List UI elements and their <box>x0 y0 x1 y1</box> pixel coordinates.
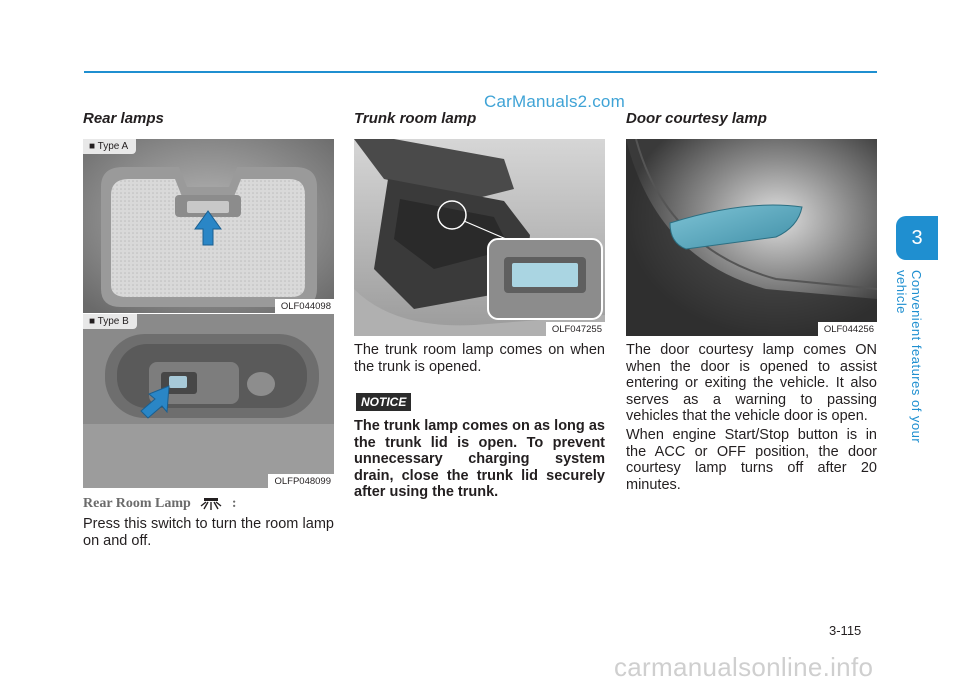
rear-lamps-section <box>83 110 334 127</box>
trunk-lamp-title: Trunk room lamp <box>354 110 477 127</box>
rear-lamp-a-illustration <box>83 139 334 313</box>
header-rule <box>84 71 877 73</box>
rear-lamp-figure-a <box>83 139 334 313</box>
figure-a-label: ■ Type A <box>83 139 136 154</box>
rear-room-lamp-label: Rear Room Lamp <box>83 496 191 511</box>
door-courtesy-title: Door courtesy lamp <box>626 110 767 127</box>
figure-b-label: ■ Type B <box>83 314 137 329</box>
notice-badge: NOTICE <box>356 393 411 411</box>
door-courtesy-section <box>626 110 877 127</box>
door-courtesy-body-2: When engine Start/Stop button is in the ACC or OFF position, the door courtesy lamp turns off after 20 minutes. <box>626 427 877 493</box>
rear-room-lamp-body: Press this switch to turn the room lamp on and off. <box>83 516 334 549</box>
trunk-figure-code: OLF047255 <box>546 322 605 336</box>
trunk-lamp-section <box>354 110 605 127</box>
rear-lamp-b-illustration <box>83 314 334 488</box>
rear-lamp-figure-b <box>83 314 334 488</box>
rear-room-lamp-heading <box>83 496 237 512</box>
door-lamp-illustration <box>626 139 877 336</box>
figure-a-code: OLF044098 <box>275 299 334 313</box>
door-courtesy-body-1: The door courtesy lamp comes ON when the door is opened to assist entering or exiting the vehicle. It also serves as a warning to passing vehicles that the vehicle door is open. <box>626 342 877 424</box>
chapter-tab[interactable]: 3 <box>896 216 938 260</box>
rear-lamps-title: Rear lamps <box>83 110 164 127</box>
trunk-lamp-figure <box>354 139 605 336</box>
trunk-lamp-body: The trunk room lamp comes on when the trunk is opened. <box>354 342 605 375</box>
watermark-bottom[interactable]: carmanualsonline.info <box>614 652 874 682</box>
door-figure-code: OLF044256 <box>818 322 877 336</box>
rear-room-lamp-suffix: : <box>231 496 237 511</box>
figure-b-code: OLFP048099 <box>268 474 334 488</box>
door-courtesy-figure <box>626 139 877 336</box>
trunk-illustration <box>354 139 605 336</box>
room-lamp-icon <box>200 497 222 511</box>
notice-body: The trunk lamp comes on as long as the trunk lid is open. To prevent unnecessary charging system drain, close the trunk lid securely after using the trunk. <box>354 418 605 500</box>
chapter-title: Convenient features of your vehicle <box>894 270 924 444</box>
watermark-top[interactable]: CarManuals2.com <box>484 92 625 111</box>
page-number: 3-115 <box>829 623 862 638</box>
